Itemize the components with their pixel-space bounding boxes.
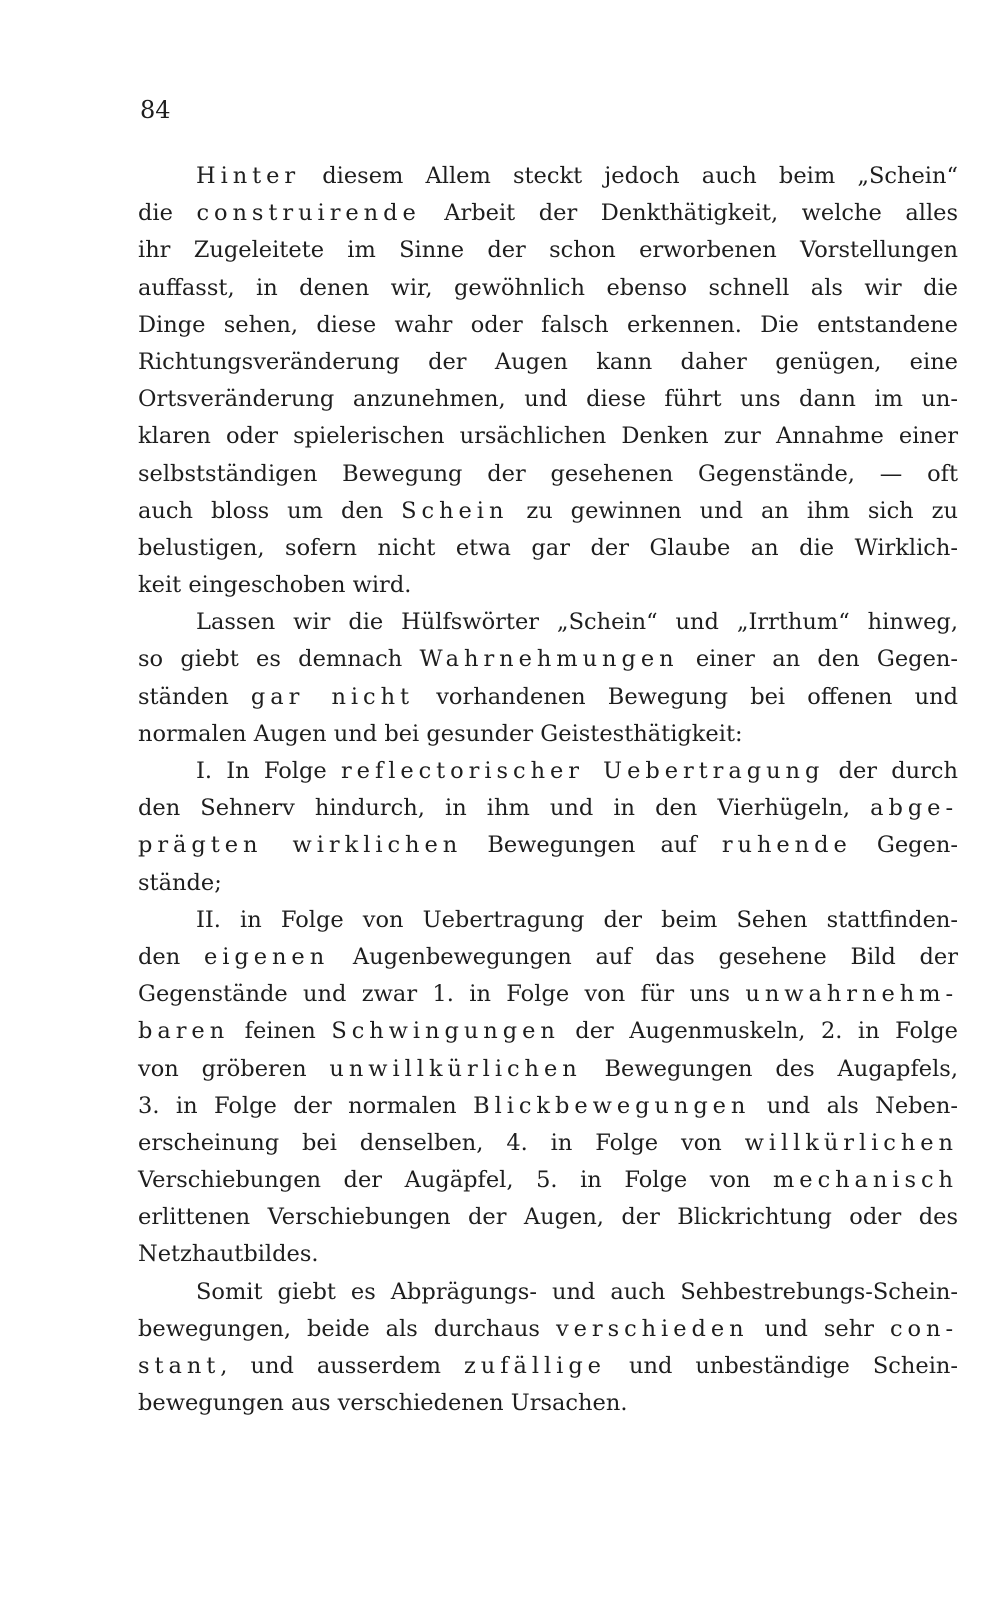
text-line (138, 456, 958, 493)
text-line (138, 604, 958, 641)
text-line (138, 381, 958, 418)
spaced-emphasis: Wahrnehmungen (419, 646, 679, 673)
text-segment: Ortsveränderung anzunehmen, und diese führt uns dann im un- (138, 386, 958, 413)
body-text (138, 158, 958, 1422)
text-line (138, 158, 958, 195)
page-number: 84 (140, 96, 171, 124)
spaced-emphasis: prägten wirklichen (138, 832, 463, 859)
text-line (138, 976, 958, 1013)
text-segment: stände; (138, 869, 222, 896)
text-segment: den Sehnerv hindurch, in ihm und in den Vierhügeln, (138, 795, 871, 822)
text-segment: Netzhautbildes. (138, 1241, 319, 1268)
text-line (138, 1385, 958, 1422)
spaced-emphasis: con- (889, 1315, 958, 1342)
text-line (138, 679, 958, 716)
text-segment: den (138, 943, 204, 970)
text-segment: zu gewinnen und an ihm sich zu (508, 497, 958, 524)
text-segment: 3. in Folge der normalen (138, 1092, 474, 1119)
spaced-emphasis: unwahrnehm- (745, 981, 958, 1008)
text-segment: Gegen- (851, 832, 958, 859)
text-segment: erlittenen Verschiebungen der Augen, der Blickrichtung oder des (138, 1204, 958, 1231)
text-line (138, 1236, 958, 1273)
spaced-emphasis: unwillkürlichen (329, 1055, 582, 1082)
text-segment: der durch (824, 758, 959, 784)
text-segment: einer an den Gegen- (678, 646, 958, 673)
text-segment: Augenbewegungen auf das gesehene Bild der (329, 943, 958, 970)
text-segment: belustigen, sofern nicht etwa gar der Glaube an die Wirklich- (138, 534, 958, 561)
spaced-emphasis: mechanisch (773, 1167, 958, 1194)
text-segment: Somit giebt es Abprägungs- und auch Sehbestrebungs-Schein- (196, 1278, 958, 1305)
text-segment: Gegenstände und zwar 1. in Folge von für uns (138, 981, 746, 1008)
spaced-emphasis: ruhende (721, 832, 852, 859)
text-line (138, 307, 958, 344)
text-segment: I. In Folge (196, 758, 341, 784)
text-line (138, 418, 958, 455)
text-line (138, 1088, 958, 1125)
text-line (138, 1311, 958, 1348)
text-line (138, 1162, 958, 1199)
text-segment: Verschiebungen der Augäpfel, 5. in Folge von (138, 1167, 774, 1194)
text-segment: selbstständigen Bewegung der gesehenen Gegenstände, — oft (138, 460, 958, 487)
text-segment: normalen Augen und bei gesunder Geistesthätigkeit: (138, 720, 743, 747)
text-segment: bewegungen aus verschiedenen Ursachen. (138, 1390, 628, 1417)
text-line (138, 1125, 958, 1162)
spaced-emphasis: gar nicht (250, 683, 415, 710)
text-line (138, 567, 958, 604)
text-segment: ihr Zugeleitete im Sinne der schon erworbenen Vorstellungen (138, 237, 958, 264)
text-line (138, 902, 958, 939)
text-line (138, 1199, 958, 1236)
text-line (138, 232, 958, 269)
text-line (138, 270, 958, 307)
text-segment: der Augenmuskeln, 2. in Folge (559, 1018, 958, 1045)
spaced-emphasis: Hinter (196, 163, 301, 189)
text-line (138, 530, 958, 567)
spaced-emphasis: baren (138, 1018, 230, 1045)
spaced-emphasis: Blickbewegungen (473, 1092, 751, 1119)
text-segment: bewegungen, beide als durchaus (138, 1315, 556, 1342)
text-segment: Bewegungen auf (462, 832, 722, 859)
text-segment: klaren oder spielerischen ursächlichen Denken zur Annahme einer (138, 423, 958, 450)
text-segment: und als Neben- (750, 1092, 958, 1119)
text-segment: Richtungsveränderung der Augen kann daher genügen, eine (138, 348, 958, 375)
text-segment: Arbeit der Denkthätigkeit, welche alles (420, 200, 958, 227)
text-segment: vorhandenen Bewegung bei offenen und (414, 683, 958, 710)
text-segment: auffasst, in denen wir, gewöhnlich ebenso schnell als wir die (138, 274, 958, 301)
text-segment: , und ausserdem (220, 1353, 464, 1379)
text-line (138, 716, 958, 753)
text-line (138, 1013, 958, 1050)
text-line (138, 827, 958, 864)
text-line (138, 865, 958, 902)
text-line (138, 753, 958, 790)
text-segment: feinen (229, 1018, 332, 1045)
text-segment: diesem Allem steckt jedoch auch beim „Schein“ (300, 163, 958, 189)
text-line (138, 939, 958, 976)
spaced-emphasis: abge- (870, 795, 958, 822)
spaced-emphasis: zufällige (464, 1353, 606, 1379)
text-line (138, 641, 958, 678)
text-segment: II. in Folge von Uebertragung der beim Sehen stattfinden- (196, 906, 958, 933)
text-segment: auch bloss um den (138, 497, 402, 524)
text-line (138, 1348, 958, 1385)
text-segment: Lassen wir die Hülfswörter „Schein“ und „Irrthum“ hinweg, (196, 609, 958, 636)
text-segment: und unbeständige Schein- (605, 1353, 958, 1379)
spaced-emphasis: Schein (401, 497, 509, 524)
text-line (138, 790, 958, 827)
spaced-emphasis: stant (138, 1353, 221, 1379)
text-segment: und sehr (748, 1315, 890, 1342)
text-segment: ständen (138, 683, 251, 710)
spaced-emphasis: construirende (196, 200, 421, 227)
spaced-emphasis: verschieden (555, 1315, 749, 1342)
text-line (138, 1051, 958, 1088)
spaced-emphasis: Schwingungen (331, 1018, 560, 1045)
spaced-emphasis: eigenen (203, 943, 330, 970)
spaced-emphasis: reflectorischer Uebertragung (340, 758, 825, 784)
text-segment: keit eingeschoben wird. (138, 572, 412, 599)
text-segment: so giebt es demnach (138, 646, 420, 673)
text-line (138, 1274, 958, 1311)
text-segment: Bewegungen des Augapfels, (581, 1055, 958, 1082)
text-line (138, 493, 958, 530)
text-segment: die (138, 200, 197, 227)
text-segment: erscheinung bei denselben, 4. in Folge von (138, 1129, 745, 1156)
text-segment: Dinge sehen, diese wahr oder falsch erkennen. Die entstandene (138, 311, 958, 338)
spaced-emphasis: willkürlichen (744, 1129, 958, 1156)
text-line (138, 344, 958, 381)
text-segment: von gröberen (138, 1055, 330, 1082)
text-line (138, 195, 958, 232)
